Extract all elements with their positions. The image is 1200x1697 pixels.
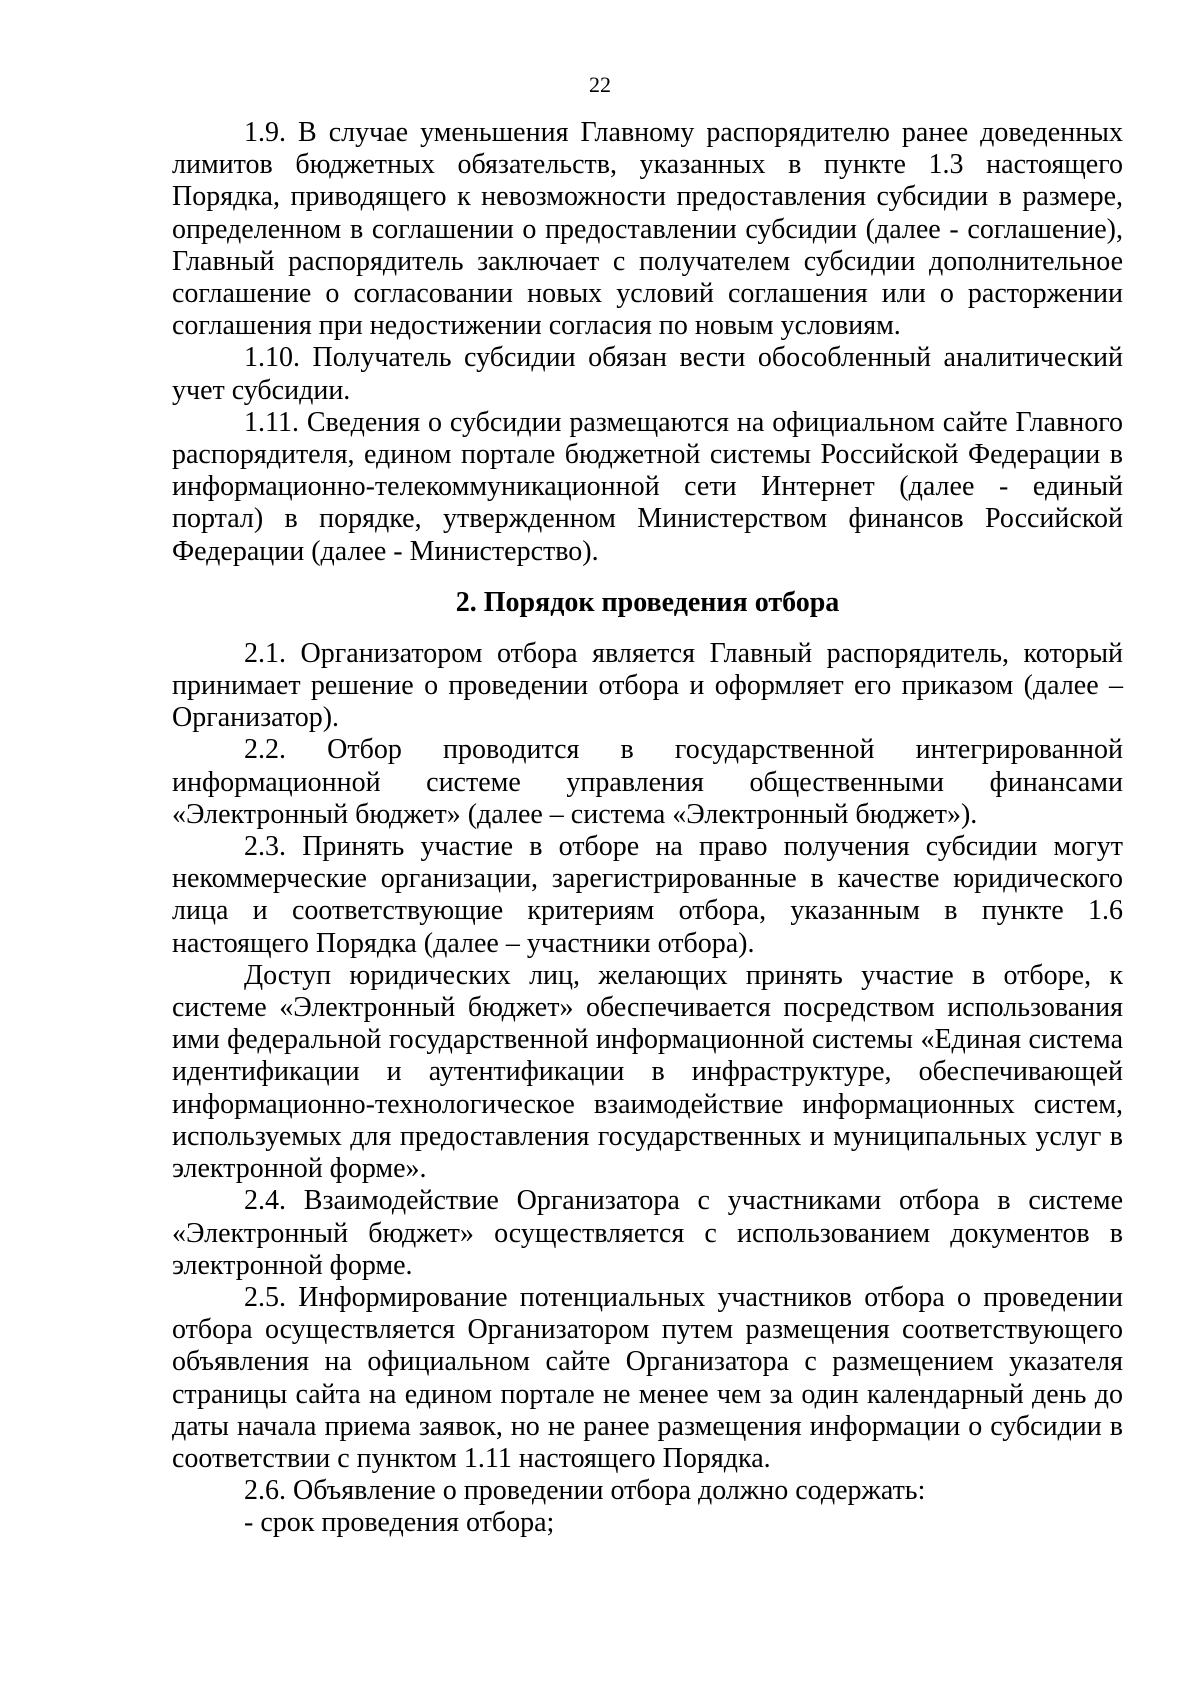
section-heading: 2. Порядок проведения отбора [455, 586, 840, 618]
paragraph-2-6: 2.6. Объявление о проведении отбора должно содержать: [244, 1475, 926, 1507]
paragraph-1-9: 1.9. В случае уменьшения Главному распорядителю ранее доведенных лимитов бюджетных обязательств, указанных в пункте 1.3 настоящего Порядка, приводящего к невозможности предоставления субсидии в размере, определенном в соглашении о предоставлении субсидии (далее - соглашение), Главный распорядитель заключает с получателем субсидии дополнительное соглашение о согласовании новых условий соглашения или о расторжении соглашения при недостижении согласия по новым условиям. [172, 117, 1123, 342]
document-body [172, 117, 1123, 1540]
paragraph-2-3: 2.3. Принять участие в отборе на право получения субсидии могут некоммерческие организации, зарегистрированные в качестве юридического лица и соответствующие критериям отбора, указанным в пункте 1.6 настоящего Порядка (далее – участники отбора). [172, 831, 1123, 959]
paragraph-2-4: 2.4. Взаимодействие Организатора с участниками отбора в системе «Электронный бюджет» осуществляется с использованием документов в электронной форме. [172, 1185, 1123, 1281]
paragraph-2-1: 2.1. Организатором отбора является Главный распорядитель, который принимает решение о проведении отбора и оформляет его приказом (далее – Организатор). [172, 637, 1123, 734]
paragraph-1-10: 1.10. Получатель субсидии обязан вести обособленный аналитический учет субсидии. [172, 342, 1123, 406]
paragraph-1-11: 1.11. Сведения о субсидии размещаются на официальном сайте Главного распорядителя, едином портале бюджетной системы Российской Федерации в информационно-телекоммуникационной сети Интернет (далее - единый портал) в порядке, утвержденном Министерством финансов Российской Федерации (далее - Министерство). [172, 406, 1123, 567]
paragraph-2-2: 2.2. Отбор проводится в государственной интегрированной информационной системе управления общественными финансами «Электронный бюджет» (далее – система «Электронный бюджет»). [172, 734, 1123, 830]
page-number: 22 [589, 72, 611, 97]
paragraph-access: Доступ юридических лиц, желающих принять участие в отборе, к системе «Электронный бюджет» обеспечивается посредством использования ими федеральной государственной информационной системы «Единая система идентификации и аутентификации в инфраструктуре, обеспечивающей информационно-технологическое взаимодействие информационных систем, используемых для предоставления государственных и муниципальных услуг в электронной форме». [172, 959, 1123, 1185]
list-item-term: - срок проведения отбора; [244, 1507, 555, 1539]
paragraph-2-5: 2.5. Информирование потенциальных участников отбора о проведении отбора осуществляется Организатором путем размещения соответствующего объявления на официальном сайте Организатора с размещением указателя страницы сайта на едином портале не менее чем за один календарный день до даты начала приема заявок, но не ранее размещения информации о субсидии в соответствии с пунктом 1.11 настоящего Порядка. [172, 1281, 1123, 1474]
